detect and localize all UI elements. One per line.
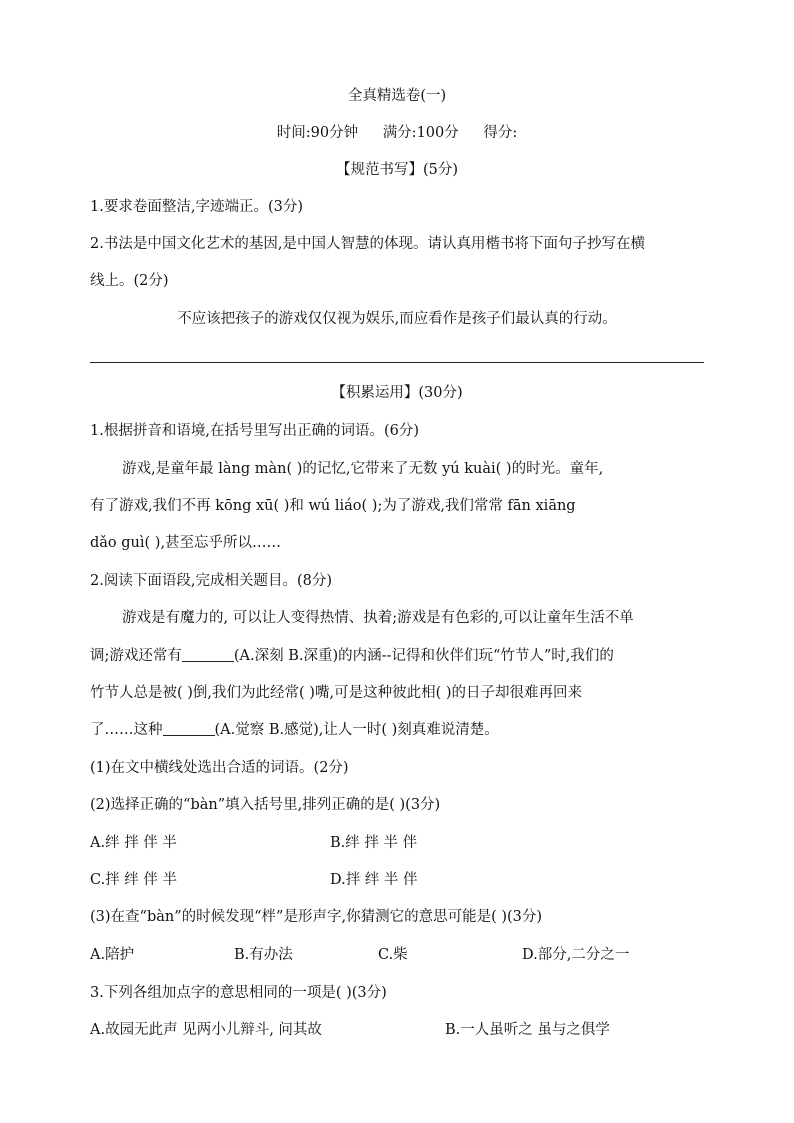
option-b[interactable]: B.绊 拌 半 伴 bbox=[330, 835, 418, 851]
acc-q2-line4-start: 了……这种 bbox=[90, 722, 163, 738]
writing-q1: 1.要求卷面整洁,字迹端正。(3分) bbox=[90, 199, 303, 215]
acc-q2: 2.阅读下面语段,完成相关题目。(8分) bbox=[90, 573, 332, 589]
writing-q2-line1: 2.书法是中国文化艺术的基因,是中国人智慧的体现。请认真用楷书将下面句子抄写在横 bbox=[90, 236, 645, 252]
acc-q2-line2-end: (A.深刻 B.深重)的内涵--记得和伙伴们玩“竹节人”时,我们的 bbox=[233, 648, 614, 664]
writing-line[interactable] bbox=[90, 362, 704, 363]
option-a[interactable]: A.绊 拌 伴 半 bbox=[90, 835, 177, 851]
section-title-accumulation: 【积累运用】(30分) bbox=[331, 385, 463, 401]
acc-q2-line4-end: (A.觉察 B.感觉),让人一时( )刻真难说清楚。 bbox=[214, 722, 499, 738]
q3-options-row bbox=[90, 1020, 704, 1040]
full-score: 满分:100分 bbox=[382, 125, 459, 141]
time-limit: 时间:90分钟 bbox=[276, 125, 359, 141]
acc-q1-line3: dǎo guì( ),甚至忘乎所以…… bbox=[90, 535, 282, 551]
acc-q2-line2 bbox=[90, 646, 704, 666]
acc-q2-sub3: (3)在查“bàn”的时候发现“柈”是形声字,你猜测它的意思可能是( )(3分) bbox=[90, 909, 543, 925]
acc-q2-sub2: (2)选择正确的“bàn”填入括号里,排列正确的是( )(3分) bbox=[90, 797, 441, 813]
option-c[interactable]: C.柴 bbox=[378, 947, 408, 963]
answer-blank-1[interactable] bbox=[182, 647, 234, 662]
acc-q2-line3: 竹节人总是被( )倒,我们为此经常( )嘴,可是这种彼此相( )的日子却很难再回来 bbox=[90, 685, 582, 701]
acc-q2-line4 bbox=[90, 720, 704, 740]
option-d[interactable]: D.部分,二分之一 bbox=[522, 947, 630, 963]
option-a[interactable]: A.故园无此声 见两小儿辩斗, 问其故 bbox=[90, 1022, 322, 1038]
sub2-options-row1 bbox=[90, 833, 704, 853]
option-d[interactable]: D.拌 绊 半 伴 bbox=[330, 872, 418, 888]
writing-q2-line2: 线上。(2分) bbox=[90, 273, 169, 289]
acc-q1-line1: 游戏,是童年最 làng màn( )的记忆,它带来了无数 yú kuài( )的时光。童年, bbox=[122, 461, 604, 477]
option-b[interactable]: B.一人虽听之 虽与之俱学 bbox=[445, 1022, 610, 1038]
acc-q1: 1.根据拼音和语境,在括号里写出正确的词语。(6分) bbox=[90, 423, 419, 439]
section-title-writing: 【规范书写】(5分) bbox=[335, 162, 459, 178]
sub2-options-row2 bbox=[90, 870, 704, 890]
acc-q2-sub1: (1)在文中横线处选出合适的词语。(2分) bbox=[90, 760, 349, 776]
option-a[interactable]: A.陪护 bbox=[90, 947, 135, 963]
acc-q1-line2: 有了游戏,我们不再 kōng xū( )和 wú liáo( );为了游戏,我们常常 fān xiāng bbox=[90, 498, 576, 514]
exam-title: 全真精选卷(一) bbox=[347, 88, 447, 104]
exam-meta bbox=[90, 123, 704, 143]
option-c[interactable]: C.拌 绊 伴 半 bbox=[90, 872, 178, 888]
sub3-options-row bbox=[90, 945, 704, 965]
score-field: 得分: bbox=[483, 125, 518, 141]
acc-q2-line1: 游戏是有魔力的, 可以让人变得热情、执着;游戏是有色彩的,可以让童年生活不单 bbox=[122, 610, 634, 626]
acc-q2-line2-start: 调;游戏还常有 bbox=[90, 648, 182, 664]
answer-blank-2[interactable] bbox=[163, 721, 215, 736]
acc-q3: 3.下列各组加点字的意思相同的一项是( )(3分) bbox=[90, 985, 387, 1001]
copy-sentence: 不应该把孩子的游戏仅仅视为娱乐,而应看作是孩子们最认真的行动。 bbox=[177, 311, 617, 327]
option-b[interactable]: B.有办法 bbox=[234, 947, 293, 963]
